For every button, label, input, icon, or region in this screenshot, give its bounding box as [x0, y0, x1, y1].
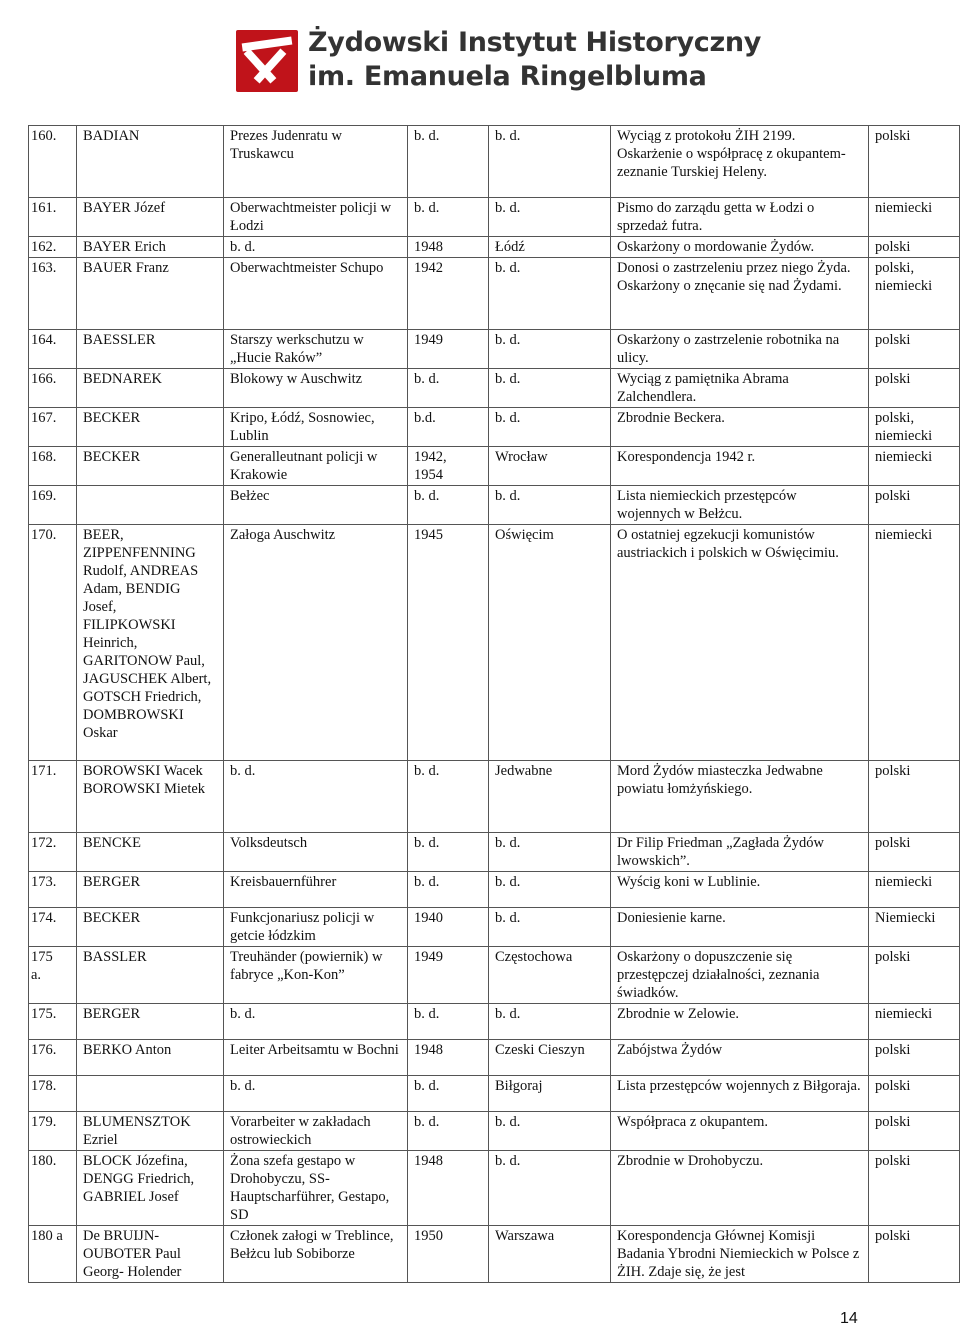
cell-description: Zbrodnie w Zelowie.: [611, 1004, 869, 1040]
table-row: [29, 908, 960, 947]
cell-description: Pismo do zarządu getta w Łodzi o sprzedaż futra.: [611, 198, 869, 237]
cell-year: b. d.: [408, 198, 489, 237]
cell-language: polski: [869, 1226, 960, 1283]
table-row: [29, 1076, 960, 1112]
table-row: [29, 408, 960, 447]
cell-description: Zbrodnie Beckera.: [611, 408, 869, 447]
cell-function: Kreisbauernführer: [224, 872, 408, 908]
cell-number: 178.: [29, 1076, 77, 1112]
cell-place: b. d.: [489, 1112, 611, 1151]
cell-year: 1949: [408, 330, 489, 369]
table-row: [29, 525, 960, 761]
cell-year: b. d.: [408, 833, 489, 872]
cell-number: 170.: [29, 525, 77, 761]
cell-year: b. d.: [408, 761, 489, 833]
cell-function: Blokowy w Auschwitz: [224, 369, 408, 408]
cell-place: Jedwabne: [489, 761, 611, 833]
cell-function: Żona szefa gestapo w Drohobyczu, SS-Hauptscharführer, Gestapo, SD: [224, 1151, 408, 1226]
cell-language: niemiecki: [869, 525, 960, 761]
cell-function: b. d.: [224, 237, 408, 258]
logo-line-1: Żydowski Instytut Historyczny: [308, 27, 762, 58]
cell-place: b. d.: [489, 908, 611, 947]
cell-name: BASSLER: [77, 947, 224, 1004]
cell-name: De BRUIJN-OUBOTER Paul Georg- Holender: [77, 1226, 224, 1283]
cell-description: Lista przestępców wojennych z Biłgoraja.: [611, 1076, 869, 1112]
cell-function: Starszy werkschutzu w „Hucie Raków”: [224, 330, 408, 369]
cell-place: b. d.: [489, 126, 611, 198]
cell-number: 175 a.: [29, 947, 77, 1004]
cell-name: BENCKE: [77, 833, 224, 872]
cell-description: Donosi o zastrzeleniu przez niego Żyda. Oskarżony o znęcanie się nad Żydami.: [611, 258, 869, 330]
cell-language: Niemiecki: [869, 908, 960, 947]
cell-place: Oświęcim: [489, 525, 611, 761]
cell-number: 171.: [29, 761, 77, 833]
cell-place: b. d.: [489, 486, 611, 525]
cell-number: 180.: [29, 1151, 77, 1226]
cell-language: polski: [869, 237, 960, 258]
cell-place: b. d.: [489, 1151, 611, 1226]
cell-description: Oskarżony o mordowanie Żydów.: [611, 237, 869, 258]
cell-language: polski: [869, 947, 960, 1004]
cell-number: 174.: [29, 908, 77, 947]
cell-year: 1942: [408, 258, 489, 330]
institute-emblem-icon: [236, 30, 298, 92]
table-row: [29, 330, 960, 369]
cell-description: Wyciąg z pamiętnika Abrama Zalchendlera.: [611, 369, 869, 408]
records-table: [28, 125, 960, 1283]
cell-name: BERKO Anton: [77, 1040, 224, 1076]
table-row: [29, 486, 960, 525]
cell-name: BAUER Franz: [77, 258, 224, 330]
cell-number: 175.: [29, 1004, 77, 1040]
institute-name: [308, 26, 761, 94]
cell-description: Zbrodnie w Drohobyczu.: [611, 1151, 869, 1226]
cell-name: BLUMENSZTOK Ezriel: [77, 1112, 224, 1151]
cell-name: BECKER: [77, 908, 224, 947]
cell-number: 169.: [29, 486, 77, 525]
institute-logo: [236, 24, 762, 96]
cell-name: BAESSLER: [77, 330, 224, 369]
cell-place: Łódź: [489, 237, 611, 258]
cell-function: Vorarbeiter w zakładach ostrowieckich: [224, 1112, 408, 1151]
cell-place: Częstochowa: [489, 947, 611, 1004]
cell-year: b. d.: [408, 1076, 489, 1112]
cell-function: Volksdeutsch: [224, 833, 408, 872]
cell-description: Współpraca z okupantem.: [611, 1112, 869, 1151]
cell-place: b. d.: [489, 258, 611, 330]
table-row: [29, 237, 960, 258]
cell-function: Członek załogi w Treblince, Bełżcu lub Sobiborze: [224, 1226, 408, 1283]
cell-number: 162.: [29, 237, 77, 258]
cell-language: polski: [869, 330, 960, 369]
table-row: [29, 1004, 960, 1040]
cell-place: Warszawa: [489, 1226, 611, 1283]
cell-name: BAYER Józef: [77, 198, 224, 237]
cell-function: Kripo, Łódź, Sosnowiec, Lublin: [224, 408, 408, 447]
cell-year: b. d.: [408, 1112, 489, 1151]
cell-language: polski: [869, 833, 960, 872]
cell-number: 179.: [29, 1112, 77, 1151]
cell-language: polski: [869, 761, 960, 833]
cell-description: Zabójstwa Żydów: [611, 1040, 869, 1076]
cell-number: 163.: [29, 258, 77, 330]
cell-function: b. d.: [224, 761, 408, 833]
cell-year: 1940: [408, 908, 489, 947]
table-row: [29, 198, 960, 237]
cell-description: Lista niemieckich przestępców wojennych w Bełżcu.: [611, 486, 869, 525]
cell-place: Biłgoraj: [489, 1076, 611, 1112]
cell-language: polski: [869, 1040, 960, 1076]
cell-place: b. d.: [489, 833, 611, 872]
cell-name: BEER, ZIPPENFENNING Rudolf, ANDREAS Adam, BENDIG Josef, FILIPKOWSKI Heinrich, GARITONOW Paul, JAGUSCHEK Albert, GOTSCH Friedrich, DOMBROWSKI Oskar: [77, 525, 224, 761]
cell-name: BECKER: [77, 447, 224, 486]
cell-description: Wyścig koni w Lublinie.: [611, 872, 869, 908]
cell-language: niemiecki: [869, 447, 960, 486]
records-table-body: [29, 126, 960, 1283]
cell-number: 173.: [29, 872, 77, 908]
cell-year: 1948: [408, 1151, 489, 1226]
cell-function: Załoga Auschwitz: [224, 525, 408, 761]
cell-year: 1948: [408, 237, 489, 258]
cell-name: [77, 486, 224, 525]
table-row: [29, 1226, 960, 1283]
cell-number: 160.: [29, 126, 77, 198]
cell-name: BEDNAREK: [77, 369, 224, 408]
cell-language: polski: [869, 1151, 960, 1226]
cell-function: Prezes Judenratu w Truskawcu: [224, 126, 408, 198]
cell-place: Czeski Cieszyn: [489, 1040, 611, 1076]
cell-year: b. d.: [408, 872, 489, 908]
cell-number: 164.: [29, 330, 77, 369]
cell-function: Oberwachtmeister Schupo: [224, 258, 408, 330]
cell-name: BERGER: [77, 872, 224, 908]
cell-year: 1949: [408, 947, 489, 1004]
cell-language: niemiecki: [869, 198, 960, 237]
cell-place: b. d.: [489, 198, 611, 237]
cell-description: Korespondencja Głównej Komisji Badania Ybrodni Niemieckich w Polsce z ŻIH. Zdaje się, że jest: [611, 1226, 869, 1283]
cell-name: BLOCK Józefina, DENGG Friedrich, GABRIEL Josef: [77, 1151, 224, 1226]
cell-description: Doniesienie karne.: [611, 908, 869, 947]
table-row: [29, 1040, 960, 1076]
table-row: [29, 833, 960, 872]
cell-name: BOROWSKI Wacek BOROWSKI Mietek: [77, 761, 224, 833]
cell-language: niemiecki: [869, 872, 960, 908]
cell-year: b. d.: [408, 369, 489, 408]
cell-place: b. d.: [489, 408, 611, 447]
cell-year: 1942, 1954: [408, 447, 489, 486]
cell-place: b. d.: [489, 330, 611, 369]
table-row: [29, 1112, 960, 1151]
cell-name: BERGER: [77, 1004, 224, 1040]
page-number: 14: [840, 1310, 858, 1327]
cell-place: b. d.: [489, 1004, 611, 1040]
cell-year: 1948: [408, 1040, 489, 1076]
cell-function: Oberwachtmeister policji w Łodzi: [224, 198, 408, 237]
cell-function: Generalleutnant policji w Krakowie: [224, 447, 408, 486]
cell-function: Treuhänder (powiernik) w fabryce „Kon-Kon”: [224, 947, 408, 1004]
cell-number: 161.: [29, 198, 77, 237]
cell-place: Wrocław: [489, 447, 611, 486]
cell-language: polski: [869, 1112, 960, 1151]
cell-year: b.d.: [408, 408, 489, 447]
cell-function: Bełżec: [224, 486, 408, 525]
cell-language: polski: [869, 126, 960, 198]
cell-name: BADIAN: [77, 126, 224, 198]
cell-place: b. d.: [489, 369, 611, 408]
cell-year: b. d.: [408, 126, 489, 198]
cell-name: BECKER: [77, 408, 224, 447]
cell-year: b. d.: [408, 486, 489, 525]
cell-language: polski: [869, 369, 960, 408]
cell-language: polski: [869, 486, 960, 525]
cell-function: Funkcjonariusz policji w getcie łódzkim: [224, 908, 408, 947]
cell-number: 167.: [29, 408, 77, 447]
table-row: [29, 369, 960, 408]
cell-number: 166.: [29, 369, 77, 408]
table-row: [29, 761, 960, 833]
cell-language: niemiecki: [869, 1004, 960, 1040]
cell-language: polski, niemiecki: [869, 258, 960, 330]
cell-function: b. d.: [224, 1076, 408, 1112]
cell-function: b. d.: [224, 1004, 408, 1040]
logo-line-2: im. Emanuela Ringelbluma: [308, 61, 707, 92]
cell-year: 1950: [408, 1226, 489, 1283]
cell-description: Oskarżony o zastrzelenie robotnika na ulicy.: [611, 330, 869, 369]
cell-number: 172.: [29, 833, 77, 872]
table-row: [29, 947, 960, 1004]
cell-language: polski: [869, 1076, 960, 1112]
cell-description: Mord Żydów miasteczka Jedwabne powiatu łomżyńskiego.: [611, 761, 869, 833]
table-row: [29, 447, 960, 486]
cell-number: 176.: [29, 1040, 77, 1076]
cell-description: Wyciąg z protokołu ŻIH 2199. Oskarżenie o współpracę z okupantem- zeznanie Turskiej Heleny.: [611, 126, 869, 198]
cell-name: [77, 1076, 224, 1112]
cell-year: 1945: [408, 525, 489, 761]
table-row: [29, 872, 960, 908]
cell-language: polski, niemiecki: [869, 408, 960, 447]
cell-number: 180 a: [29, 1226, 77, 1283]
cell-place: b. d.: [489, 872, 611, 908]
cell-year: b. d.: [408, 1004, 489, 1040]
cell-description: Oskarżony o dopuszczenie się przestępczej działalności, zeznania świadków.: [611, 947, 869, 1004]
cell-function: Leiter Arbeitsamtu w Bochni: [224, 1040, 408, 1076]
cell-description: Korespondencja 1942 r.: [611, 447, 869, 486]
table-row: [29, 1151, 960, 1226]
cell-description: O ostatniej egzekucji komunistów austriackich i polskich w Oświęcimiu.: [611, 525, 869, 761]
cell-description: Dr Filip Friedman „Zagłada Żydów lwowskich”.: [611, 833, 869, 872]
cell-name: BAYER Erich: [77, 237, 224, 258]
table-row: [29, 258, 960, 330]
table-row: [29, 126, 960, 198]
cell-number: 168.: [29, 447, 77, 486]
